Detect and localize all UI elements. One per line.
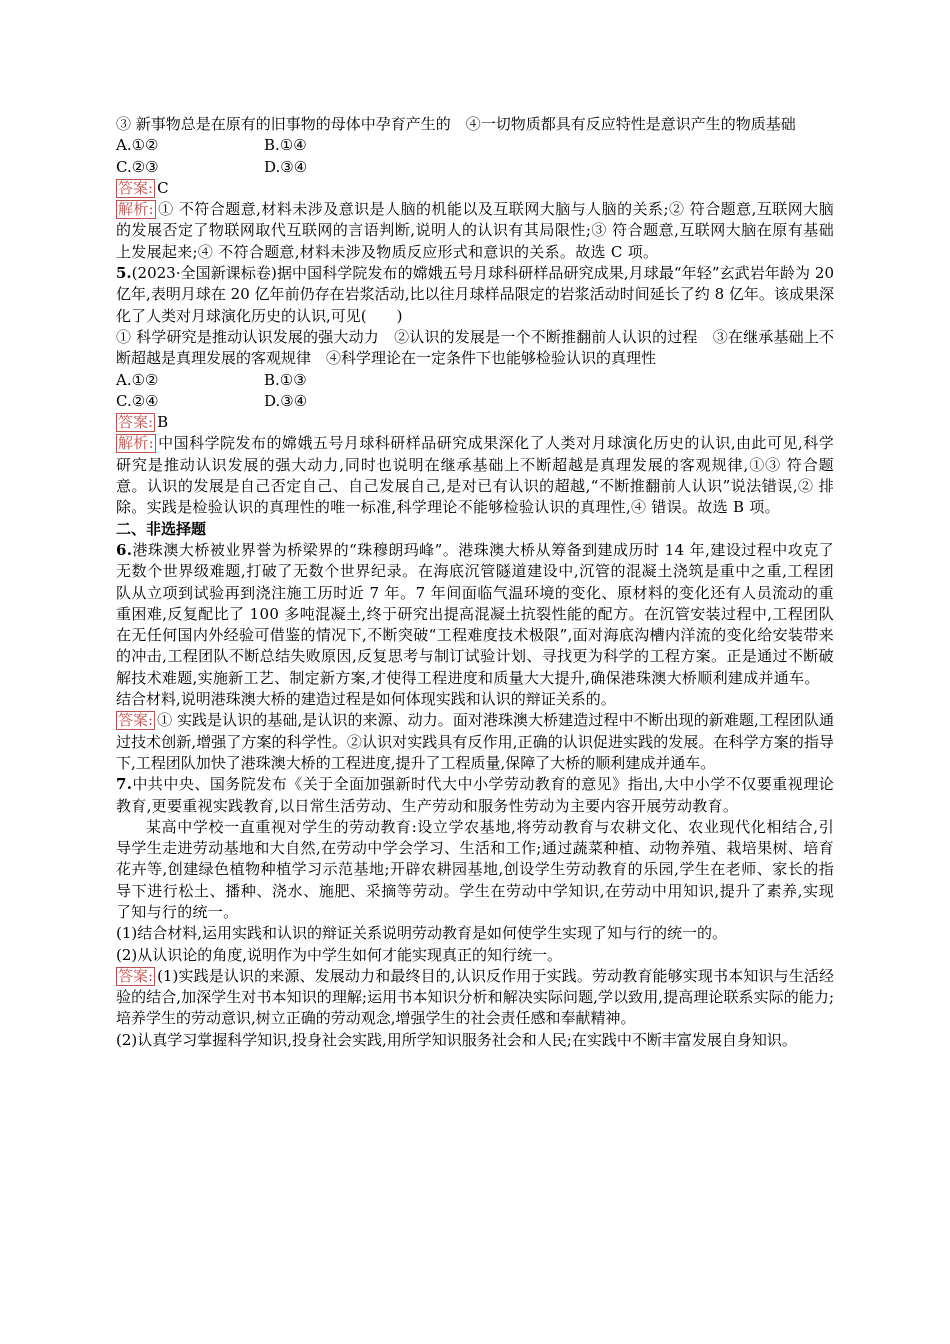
q7-sub-question-1: (1)结合材料,运用实践和认识的辩证关系说明劳动教育是如何使学生实现了知与行的统一的。 <box>116 924 728 943</box>
q6-answer-text: ① 实践是认识的基础,是认识的来源、动力。面对港珠澳大桥建造过程中不断出现的新难题,工程团队通过技术创新,增强了方案的科学性。②认识对实践具有反作用,正确的认识促进实践的发展。在科学方案的指导下,工程团队加快了港珠澳大桥的工程进度,提升了工程质量,保障了大桥的顺利建成并通车。 <box>116 711 834 772</box>
q6-answer <box>116 710 834 774</box>
q5-analysis-text: 中国科学院发布的嫦娥五号月球科研样品研究成果深化了人类对月球演化历史的认识,由此可见,科学研究是推动认识发展的强大动力,同时也说明在继承基础上不断超越是真理发展的客观规律,①③ 符合题意。认识的发展是自己否定自己、自己发展自己,是对已有认识的超越,“不断推翻前人认识”说法错误,② 排除。实践是检验认识的真理性的唯一标准,科学理论不能够检验认识的真理性,④ 错误。故选 B 项。 <box>116 434 834 517</box>
q5-stem <box>116 263 834 327</box>
section-heading: 二、非选择题 <box>116 519 207 538</box>
q4-option-a: A.①② <box>116 136 159 155</box>
q7-stem <box>116 774 834 817</box>
q7-stem-text: 中共中央、国务院发布《关于全面加强新时代大中小学劳动教育的意见》指出,大中小学不仅要重视理论教育,更要重视实践教育,以日常生活劳动、生产劳动和服务性劳动为主要内容开展劳动教育。 <box>116 775 834 815</box>
q4-options-row-2 <box>116 157 834 178</box>
q5-option-a: A.①② <box>116 370 159 389</box>
q5-analysis <box>116 433 834 518</box>
q5-option-d: D.③④ <box>264 391 308 410</box>
answer-tag: 答案: <box>118 966 154 985</box>
q5-choices: ① 科学研究是推动认识发展的强大动力 ②认识的发展是一个不断推翻前人认识的过程 ③在继承基础上不断超越是真理发展的客观规律 ④科学理论在一定条件下也能够检验认识的真理性 <box>116 327 834 368</box>
q5-answer-value: B <box>157 413 169 432</box>
q7-number: 7. <box>116 775 133 794</box>
answer-tag: 答案: <box>118 178 154 197</box>
q7-material: 某高中学校一直重视对学生的劳动教育:设立学农基地,将劳动教育与农耕文化、农业现代化相结合,引导学生走进劳动基地和大自然,在劳动中学会学习、生活和工作;通过蔬菜种植、动物养殖、栽培果树、培育花卉等,创建绿色植物种植学习示范基地;开辟农耕园基地,创设学生劳动教育的乐园,学生在老师、家长的指导下进行松土、播种、浇水、施肥、采摘等劳动。学生在劳动中学知识,在劳动中用知识,提升了素养,实现了知与行的统一。 <box>116 817 834 921</box>
q4-analysis-text: ① 不符合题意,材料未涉及意识是人脑的机能以及互联网大脑与人脑的关系;② 符合题意,互联网大脑的发展否定了物联网取代互联网的言语判断,说明人的认识有其局限性;③ 符合题意,互联网大脑在原有基础上发展起来;④ 不符合题意,材料未涉及物质反应形式和意识的关系。故选 C 项。 <box>116 200 834 261</box>
q4-option-d: D.③④ <box>264 157 308 176</box>
q7-answer-2: (2)认真学习掌握科学知识,投身社会实践,用所学知识服务社会和人民;在实践中不断丰富发展自身知识。 <box>116 1030 797 1049</box>
q6-stem-text: 港珠澳大桥被业界誉为桥梁界的“珠穆朗玛峰”。港珠澳大桥从筹备到建成历时 14 年,建设过程中攻克了无数个世界级难题,打破了无数个世界纪录。在海底沉管隧道建设中,沉管的混凝土浇筑是重中之重,工程团队从立项到试验再到浇注施工历时近 7 年。7 年间面临气温环境的变化、原材料的变化还有人员流动的重重困难,反复配比了 100 多吨混凝土,终于研究出提高混凝土抗裂性能的配方。在沉管安装过程中,工程团队在无任何国内外经验可借鉴的情况下,不断突破“工程难度技术极限”,面对海底沟槽内洋流的变化给安装带来的冲击,工程团队不断总结失败原因,反复思考与制订试验计划、寻找更为科学的工程方案。正是通过不断破解技术难题,实施新工艺、制定新方案,才使得工程进度和质量大大提升,确保港珠澳大桥顺利建成并通车。 <box>116 540 834 687</box>
q4-answer <box>116 178 834 199</box>
q5-options-row-1 <box>116 370 834 391</box>
q5-options-row-2 <box>116 391 834 412</box>
q5-option-b: B.①③ <box>264 370 307 389</box>
answer-tag: 答案: <box>118 711 154 730</box>
q5-option-c: C.②④ <box>116 391 159 410</box>
document-page <box>116 114 834 1051</box>
q7-answer-1 <box>116 966 834 1030</box>
q4-option-c: C.②③ <box>116 157 159 176</box>
answer-tag: 答案: <box>118 413 154 432</box>
q6-number: 6. <box>116 540 133 559</box>
q4-options-row-1 <box>116 135 834 156</box>
q4-stem-continuation: ③ 新事物总是在原有的旧事物的母体中孕育产生的 ④一切物质都具有反应特性是意识产生的物质基础 <box>116 115 796 133</box>
q5-stem-text: (2023·全国新课标卷)据中国科学院发布的嫦娥五号月球科研样品研究成果,月球最“年轻”玄武岩年龄为 20 亿年,表明月球在 20 亿年前仍存在岩浆活动,比以往月球样品限定的岩浆活动时间延长了约 8 亿年。该成果深化了人类对月球演化历史的认识,可见( ) <box>116 264 834 325</box>
q5-number: 5. <box>116 264 132 283</box>
q4-answer-value: C <box>157 178 169 197</box>
q7-sub-question-2: (2)从认识论的角度,说明作为中学生如何才能实现真正的知行统一。 <box>116 945 563 964</box>
q4-option-b: B.①④ <box>264 136 307 155</box>
q7-answer-1-text: (1)实践是认识的来源、发展动力和最终目的,认识反作用于实践。劳动教育能够实现书本知识与生活经验的结合,加深学生对书本知识的理解;运用书本知识分析和解决实际问题,学以致用,提高理论联系实际的能力;培养学生的劳动意识,树立正确的劳动观念,增强学生的社会责任感和奉献精神。 <box>116 966 834 1028</box>
q6-question: 结合材料,说明港珠澳大桥的建造过程是如何体现实践和认识的辩证关系的。 <box>116 690 616 709</box>
analysis-tag: 解析: <box>118 200 154 219</box>
q4-analysis <box>116 199 834 263</box>
analysis-tag: 解析: <box>118 434 154 453</box>
q6-stem <box>116 540 834 689</box>
q5-answer <box>116 412 834 433</box>
